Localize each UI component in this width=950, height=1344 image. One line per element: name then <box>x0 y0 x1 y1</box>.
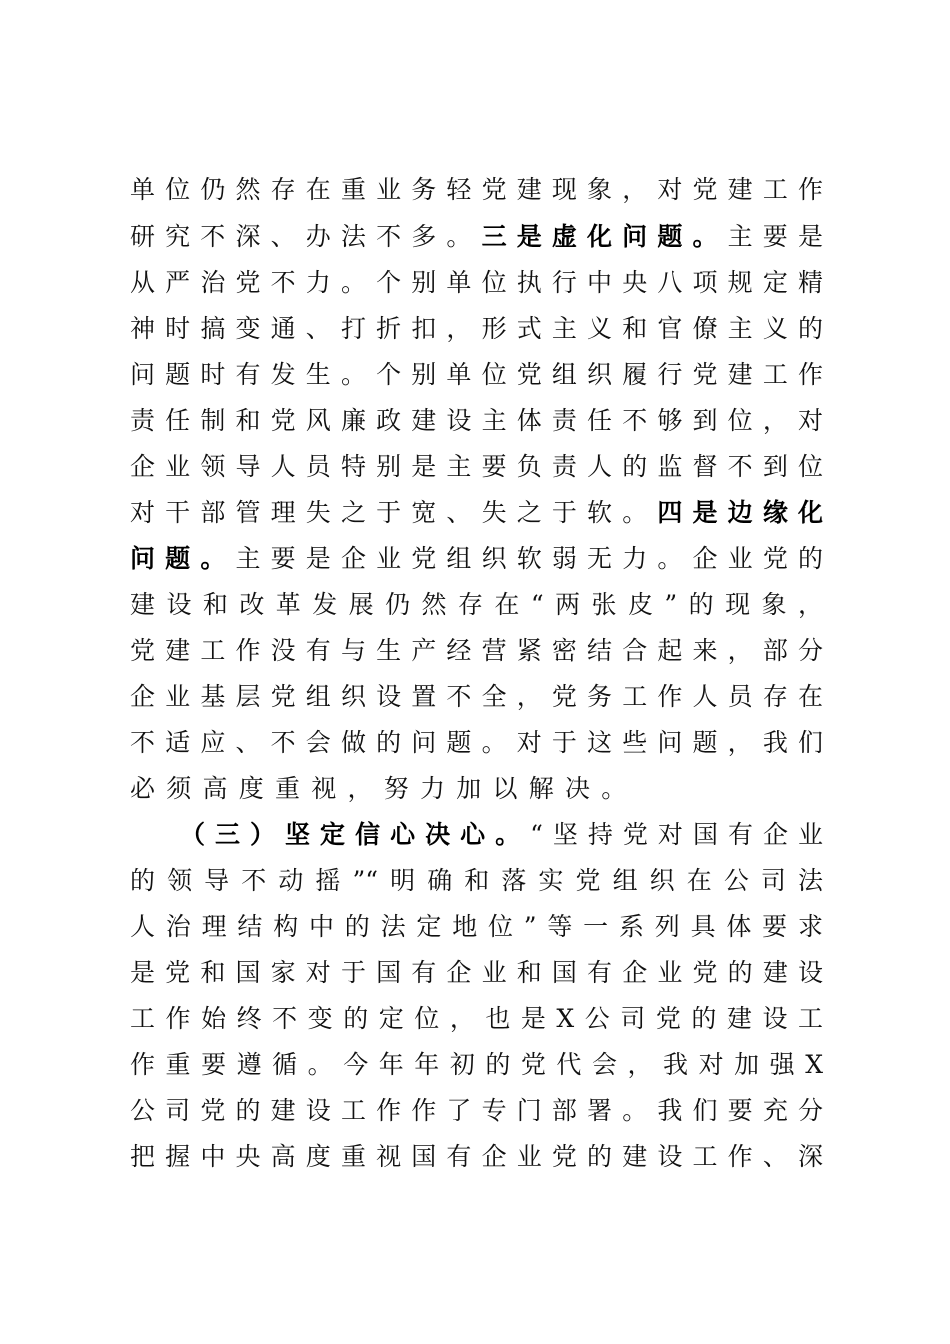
text-line <box>130 720 823 766</box>
bold-heading-run: 三是虚化问题。 <box>481 222 728 251</box>
bold-heading-run: 问题。 <box>130 544 236 573</box>
text-run: 从严治党不力。个别单位执行中央八项规定精 <box>130 268 823 297</box>
text-run: 必须高度重视，努力加以解决。 <box>130 774 638 803</box>
text-run: 对干部管理失之于宽、失之于软。 <box>130 498 658 527</box>
text-run: 人治理结构中的法定地位”等一系列具体要求 <box>130 912 823 941</box>
text-line <box>130 444 823 490</box>
text-run: 建设和改革发展仍然存在“两张皮”的现象， <box>130 590 823 619</box>
text-line <box>130 536 823 582</box>
text-line <box>130 904 823 950</box>
paragraph-last-line <box>130 766 823 812</box>
text-line <box>130 1088 823 1134</box>
section-heading-line <box>180 812 823 858</box>
text-line <box>130 950 823 996</box>
text-line <box>130 1134 823 1180</box>
text-run: 神时搞变通、打折扣，形式主义和官僚主义的 <box>130 314 823 343</box>
text-run: 的领导不动摇”“明确和落实党组织在公司法 <box>130 866 823 895</box>
text-run: 是党和国家对于国有企业和国有企业党的建设 <box>130 958 823 987</box>
text-line <box>130 167 823 213</box>
text-line <box>130 352 823 398</box>
text-line <box>130 582 823 628</box>
text-line <box>130 260 823 306</box>
section-heading: （三）坚定信心决心。 <box>180 820 531 849</box>
text-run: 作重要遵循。今年年初的党代会，我对加强X <box>130 1050 823 1079</box>
text-run: 工作始终不变的定位，也是X公司党的建设工 <box>130 1004 823 1033</box>
text-run: 研究不深、办法不多。 <box>130 222 482 251</box>
text-run: 党建工作没有与生产经营紧密结合起来，部分 <box>130 636 823 665</box>
text-line <box>130 214 823 260</box>
text-line <box>130 858 823 904</box>
text-run: 企业基层党组织设置不全，党务工作人员存在 <box>130 682 823 711</box>
text-line <box>130 1042 823 1088</box>
text-run: 责任制和党风廉政建设主体责任不够到位，对 <box>130 406 823 435</box>
text-run: “坚持党对国有企业 <box>530 820 823 849</box>
text-run: 不适应、不会做的问题。对于这些问题，我们 <box>130 728 823 757</box>
text-run: 公司党的建设工作作了专门部署。我们要充分 <box>130 1096 823 1125</box>
text-run: 主要是 <box>727 222 823 251</box>
text-run: 企业领导人员特别是主要负责人的监督不到位 <box>130 452 823 481</box>
text-line <box>130 628 823 674</box>
text-line <box>130 398 823 444</box>
text-line <box>130 306 823 352</box>
text-run: 主要是企业党组织软弱无力。企业党的 <box>235 544 823 573</box>
bold-heading-run: 四是边缘化 <box>657 498 823 527</box>
text-run: 单位仍然存在重业务轻党建现象，对党建工作 <box>130 175 823 204</box>
text-run: 问题时有发生。个别单位党组织履行党建工作 <box>130 360 823 389</box>
text-line <box>130 490 823 536</box>
text-line <box>130 996 823 1042</box>
text-run: 把握中央高度重视国有企业党的建设工作、深 <box>130 1142 823 1171</box>
text-line <box>130 674 823 720</box>
